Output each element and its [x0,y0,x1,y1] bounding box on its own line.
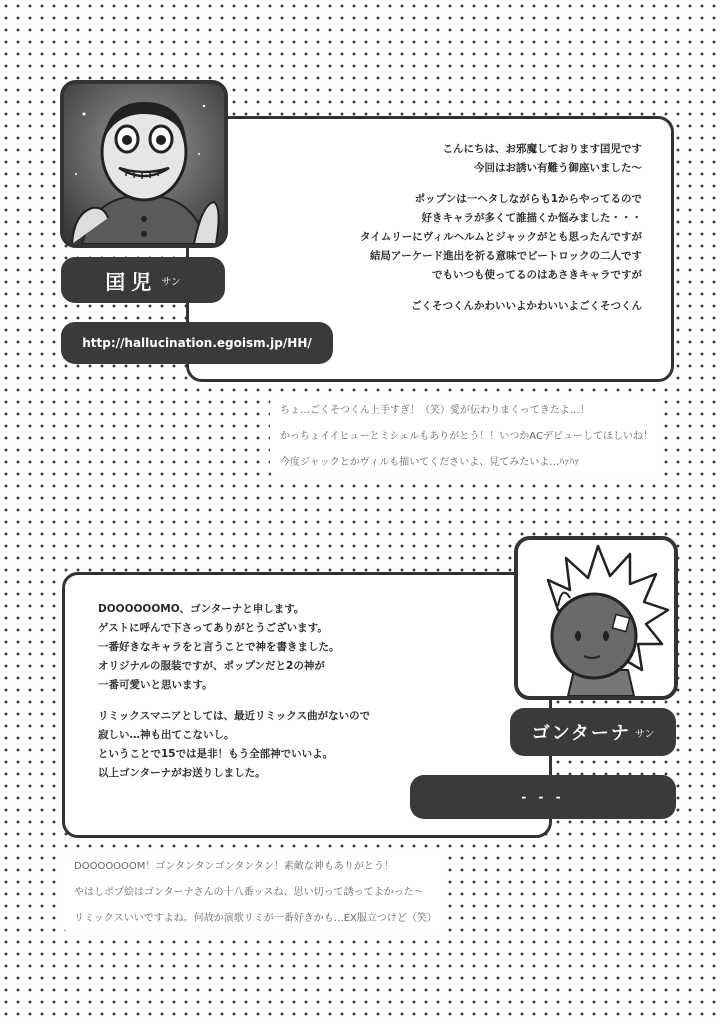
reply-line: DOOOOOOOM！ゴンタンタンゴンタンタン！素敵な神もありがとう！ [74,861,394,872]
artist1-message [360,140,642,316]
message-line: ごくそつくんかわいいよかわいいよごくそつくん [411,300,642,312]
artist2-message [98,600,370,783]
message-line: タイムリーにヴィルヘルムとジャックがとも思ったんですが [359,231,642,243]
message-line: 一番可愛いと思います。 [98,679,213,691]
artist2-name-bar [510,708,676,756]
artist2-url: - - - [521,790,565,804]
artist2-name-suffix: サン [634,728,655,740]
artist1-avatar [60,80,228,248]
message-line: 一番好きなキャラをと言うことで神を書きました。 [98,641,340,653]
message-line: 結局アーケード進出を祈る意味でビートロックの二人です [369,250,642,262]
message-line: リミックスマニアとしては、最近リミックス曲がないので [98,710,371,722]
artist1-editor-reply [270,396,663,478]
artist2-url-bar [410,775,676,819]
artist1-name: 囯児 [105,269,158,294]
reply-line: ちょ…ごくそつくん上手すぎ！（笑）愛が伝わりまくってきたよ…！ [280,405,590,416]
message-line: でもいつも使ってるのはあさきキャラですが [432,269,642,281]
spacer [360,178,642,190]
reply-line: リミックスいいですよね。何故か演歌リミが一番好きかも…EX服立つけど（笑） [74,913,437,924]
artist1-name-bar [61,257,225,303]
message-line: 今回はお誘い有難う御座いました～ [474,162,642,174]
reply-line: やはしポプ絵はゴンターナさんの十八番ッスね、思い切って誘ってよかった～ [74,887,424,898]
artist1-url-link[interactable]: http://hallucination.egoism.jp/HH/ [82,336,312,350]
artist2-editor-reply [64,852,447,934]
reply-line: 今度ジャックとかヴィルも描いてくださいよ、見てみたいよ…ﾊｧﾊｧ [280,457,580,468]
message-line: こんにちは、お邪魔しております囯児です [442,143,642,155]
message-line: 寂しい…神も出てこないし。 [98,729,235,741]
boy-character-illustration [64,84,224,244]
spacer [98,695,370,707]
spacer [360,285,642,297]
message-line: DOOOOOOMO、ゴンターナと申します。 [98,603,305,615]
artist2-name: ゴンターナ [531,723,631,744]
artist1-url-bar [61,322,333,364]
message-line: ゲストに呼んで下さってありがとうございます。 [98,622,328,634]
message-line: ポップンは一ヘタしながらも1からやってるので [414,193,642,205]
message-line: オリジナルの服装ですが、ポップンだと2の神が [98,660,325,672]
message-line: ということで15では是非！もう全部神でいいよ。 [98,748,334,760]
artist2-avatar [514,536,678,700]
artist1-name-suffix: サン [161,276,181,288]
reply-line: かっちょイイヒューとミシェルもありがとう！！いつかACデビューしてほしいね！ [280,431,653,442]
message-line: 好きキャラが多くて誰描くか悩みました・・・ [421,212,642,224]
message-line: 以上ゴンターナがお送りしました。 [98,767,266,779]
god-character-illustration [518,540,674,696]
